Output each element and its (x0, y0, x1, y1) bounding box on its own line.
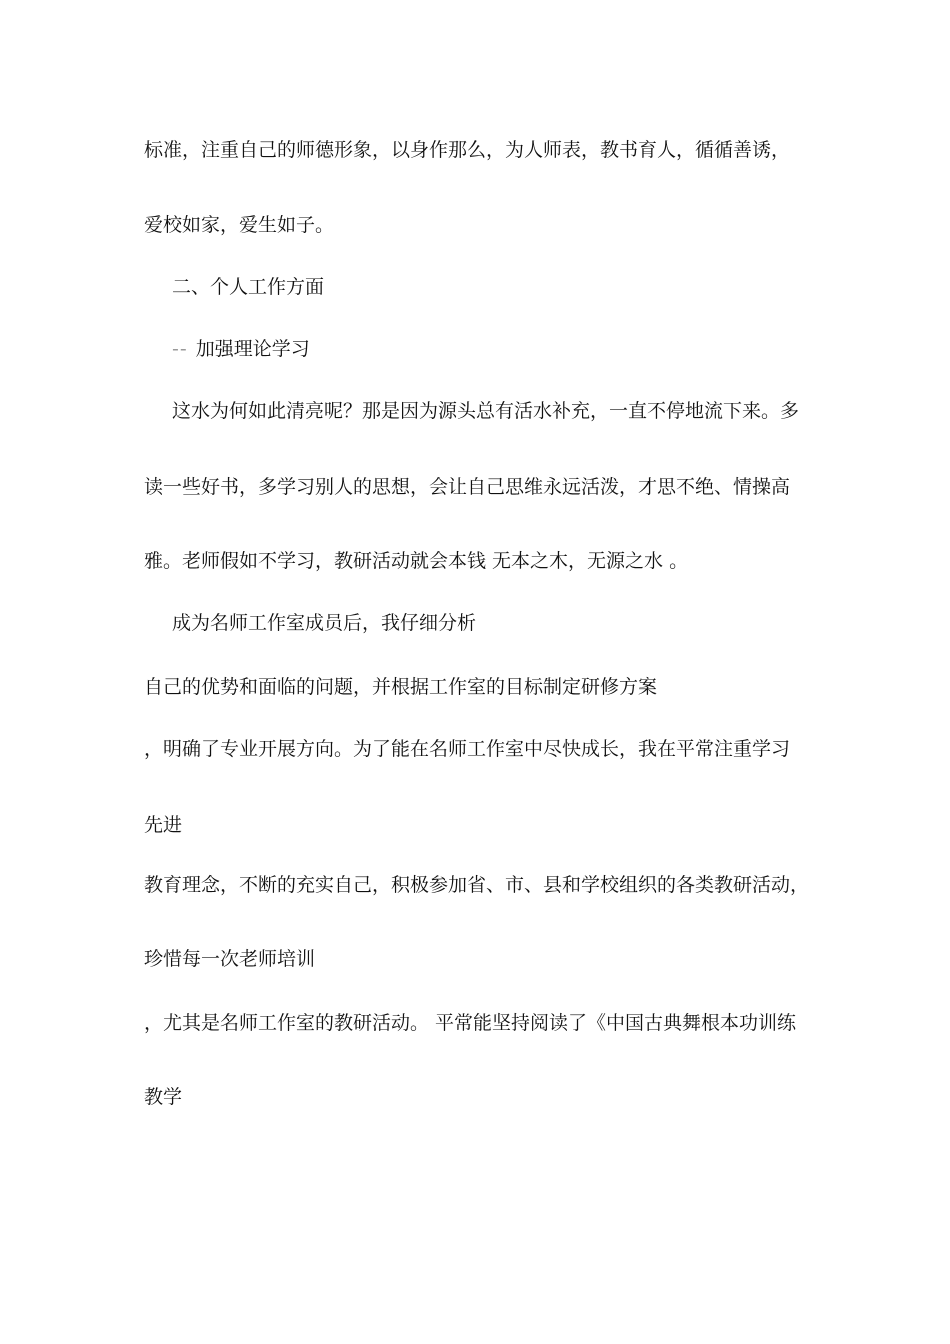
section-heading: 二、个人工作方面 (172, 276, 325, 298)
paragraph-line-10: 教育理念，不断的充实自己，积极参加省、市、县和学校组织的各类教研活动， (144, 874, 810, 896)
paragraph-line-9: 先进 (144, 814, 183, 836)
paragraph-line-6: 成为名师工作室成员后，我仔细分析 (172, 612, 477, 634)
dash-marker: -- (172, 338, 188, 360)
paragraph-line-5: 雅。老师假如不学习，教研活动就会本钱 无本之木，无源之水 。 (144, 550, 689, 572)
paragraph-line-11: 珍惜每一次老师培训 (144, 948, 316, 970)
paragraph-line-2: 爱校如家，爱生如子。 (144, 214, 335, 236)
paragraph-line-7: 自己的优势和面临的问题，并根据工作室的目标制定研修方案 (144, 676, 658, 698)
paragraph-line-4: 读一些好书，多学习别人的思想，会让自己思维永远活泼，才思不绝、情操高 (144, 476, 791, 498)
paragraph-line-13: 教学 (144, 1086, 183, 1108)
subsection-heading (172, 336, 310, 362)
paragraph-line-12: ，尤其是名师工作室的教研活动。 平常能坚持阅读了《中国古典舞根本功训练 (144, 1012, 797, 1034)
paragraph-line-3: 这水为何如此清亮呢？那是因为源头总有活水补充，一直不停地流下来。多 (172, 400, 800, 422)
paragraph-line-8: ，明确了专业开展方向。为了能在名师工作室中尽快成长，我在平常注重学习 (144, 738, 791, 760)
paragraph-line-1: 标准，注重自己的师德形象，以身作那么，为人师表，教书育人，循循善诱， (144, 139, 791, 161)
subsection-title: 加强理论学习 (195, 338, 310, 360)
